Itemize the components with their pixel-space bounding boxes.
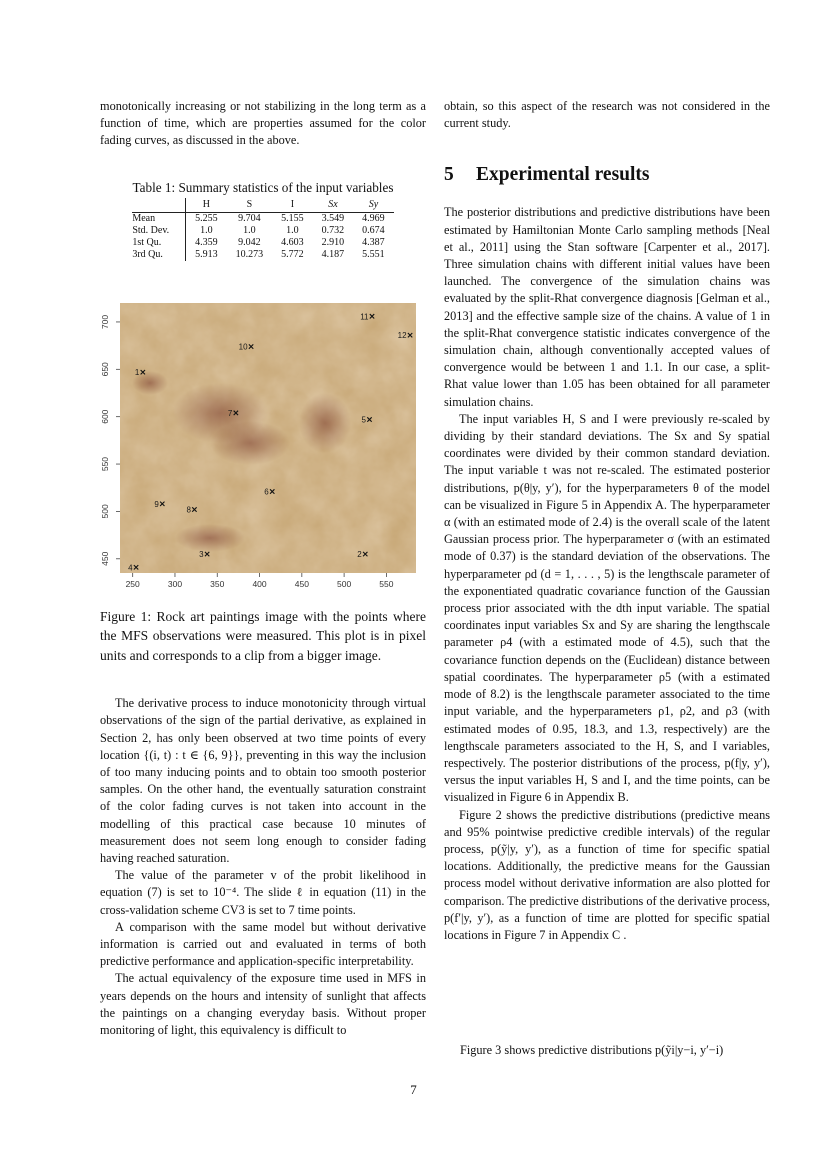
point-label: 1 <box>134 367 140 377</box>
table-cell: 3.549 <box>321 212 345 224</box>
right-paragraph-0: obtain, so this aspect of the research was not considered in the current study. <box>444 99 770 131</box>
right-paragraph-3: Figure 2 shows the predictive distributions (predictive means and 95% pointwise predictive credible intervals) of the regular process, p(ỹ|y, y′), as a function of time for specific spatial locations. Additionally, the predictive means for the Gaussian process model without derivative information are also plotted for comparison. The predictive distributions of the derivative process, p(f′|y, y′), as a function of time are plotted for specific spatial locations in Figure 7 in Appendix C . <box>444 807 770 942</box>
point-label: 5 <box>361 415 366 425</box>
y-tick-label: 700 <box>100 314 110 329</box>
sx-header: Sx <box>328 198 338 210</box>
table-cell: 4.187 <box>321 248 345 260</box>
x-tick-label: 250 <box>125 578 140 589</box>
table-cell: 5.913 <box>195 248 218 260</box>
x-tick-label: 300 <box>167 578 183 589</box>
section-number: 5 <box>444 164 454 186</box>
table-row <box>132 237 393 249</box>
point-label: 2 <box>357 549 362 559</box>
point-label: 4 <box>128 562 133 572</box>
table-cell: 0.674 <box>362 224 385 236</box>
y-tick-label: 650 <box>100 361 110 377</box>
table-cell: 4.359 <box>195 236 218 248</box>
plot-area <box>120 303 416 573</box>
point-label: 6 <box>264 487 269 497</box>
table-cell: 5.551 <box>362 248 385 260</box>
table-cell: 2.910 <box>321 236 345 248</box>
right-paragraph-2: The input variables H, S and I were previously re-scaled by dividing by their standard deviations. The Sx and Sy spatial coordinates were divided by their common standard deviation. The input variable t was not re-scaled. The estimated posterior distributions, p(θ|y, y′), for the hyperparameters θ of the model can be visualized in Figure 5 in Appendix A. The hyperparameter α (with an estimated mode of 2.4) is the overall scale of the latent Gaussian process prior. The hyperparameter σ (with an estimated mode of 0.37) is the standard deviation of the observations. The hyperparameter ρd (d = 1, . . . , 5) is the lengthscale parameter of the exponentiated quadratic covariance function of the Gaussian process prior associated with the dth input variable. The spatial coordinates input variables Sx and Sy are sharing the lengthscale parameter ρ4 (with a estimated mode of 4.5), such that the covariance function depends on the (Euclidean) distance between spatial coordinates. The hyperparameter ρ5 (with a estimated mode of 8.2) is the lengthscale parameter associated to the time input variable, and the hyperparameters ρ1, ρ2, and ρ3 (with estimated modes of 0.95, 18.3, and 1.3, respectively) are the lengthscale parameters associated to the H, S, and I variables, respectively. The posterior distributions of the process, p(f|y, y′), versus the input variables H, S and I, and the time points, can be visualized in Figure 6 in Appendix B. <box>444 411 770 805</box>
table-header-cell: S <box>227 198 273 213</box>
table-header-cell <box>313 198 354 213</box>
summary-statistics-table <box>132 198 393 261</box>
table-header-cell <box>353 198 394 213</box>
left-column <box>100 98 426 1039</box>
row-label: Std. Dev. <box>132 225 185 237</box>
table-cell: 4.603 <box>281 236 304 248</box>
row-label: Mean <box>132 212 185 225</box>
painting-residue <box>210 421 290 465</box>
table-cell: 1.0 <box>243 224 256 236</box>
point-label: 7 <box>227 408 233 418</box>
left-paragraph-2: The derivative process to induce monotonicity through virtual observations of the sign of the partial derivative, as explained in Section 2, has only been observed at two time points of every location {(i, t) : t ∈ {6, 9}}, preventing in this way the inclusion of too many inducing points and to obtain too smooth posterior samples. On the other hand, the eventually saturation constraint of the color fading curves is not taken into account in the modelling of this practical case because 10 minutes of measurement does not seem long enough to consider fading having reached saturation. <box>100 696 426 865</box>
section-title: Experimental results <box>476 164 650 186</box>
y-tick-label: 550 <box>100 456 110 471</box>
left-paragraph-4: A comparison with the same model but without derivative information is carried out and evaluated in terms of both predictive performance and application-specific interpretability. <box>100 919 426 969</box>
table-cell: 9.704 <box>238 212 261 224</box>
table-cell: 5.255 <box>195 212 218 224</box>
right-paragraph-1: The posterior distributions and predictive distributions have been estimated by Hamiltonian Monte Carlo sampling methods [Neal et al., 2011] using the Stan software [Carpenter et al., 2017]. Three simulation chains with different initial values have been launched. The convergence of the simulation chains was evaluated by the split-Rhat convergence diagnosis [Gelman et al., 2013] and the effective sample size of the chains. A value of 1 in the split-Rhat convergence statistic indicates convergence of the simulation chain, although conventionally accepted values of convergence would be between 1 and 1.1. In our case, a split-Rhat value lower than 1.05 has been obtained for all parameter simulation chains. <box>444 205 770 409</box>
table-cell: 5.155 <box>281 212 304 224</box>
point-label: 12 <box>397 330 407 340</box>
table-header-cell: I <box>272 198 313 213</box>
row-label: 1st Qu. <box>132 237 185 249</box>
left-paragraph-3: The value of the parameter v of the probit likelihood in equation (7) is set to 10⁻⁴. The slide ℓ in equation (11) in the cross-validation scheme CV3 is set to 7 time points. <box>100 868 426 917</box>
y-tick-label: 500 <box>100 503 110 519</box>
rock-art-figure <box>100 303 426 593</box>
x-tick-label: 500 <box>337 578 352 589</box>
table-header-cell <box>132 198 185 213</box>
x-tick-label: 400 <box>252 578 267 589</box>
y-tick-label: 450 <box>100 551 111 566</box>
x-tick-label: 350 <box>210 578 225 589</box>
row-label: 3rd Qu. <box>132 249 185 261</box>
point-label: 11 <box>360 311 369 321</box>
table-caption: Table 1: Summary statistics of the input variables <box>132 179 394 195</box>
painting-residue <box>175 524 245 552</box>
y-tick-label: 600 <box>100 409 110 424</box>
x-tick-label: 450 <box>294 578 309 589</box>
sy-header: Sy <box>368 198 379 210</box>
table-cell: 5.772 <box>281 248 304 260</box>
point-label: 3 <box>199 549 204 559</box>
table-cell: 9.042 <box>238 236 261 248</box>
section-heading <box>444 164 770 186</box>
x-tick-label: 550 <box>379 578 394 589</box>
point-label: 10 <box>238 342 248 352</box>
right-column <box>444 98 770 944</box>
painting-residue <box>299 393 351 453</box>
left-paragraph-1: monotonically increasing or not stabilizing in the long term as a function of time, which are properties assumed for the color fading curves, as discussed in the above. <box>100 99 426 148</box>
left-paragraph-5: The actual equivalency of the exposure time used in MFS in years depends on the hours and intensity of sunlight that affects the paintings on a changing everyday basis. Without proper monitoring of light, this equivalency is difficult to <box>100 971 426 1037</box>
table-cell: 1.0 <box>286 224 299 236</box>
table-header-row <box>132 198 393 213</box>
table-cell: 0.732 <box>321 224 345 236</box>
figure-caption: Figure 1: Rock art paintings image with the points where the MFS observations were measured. This plot is in pixel units and corresponds to a clip from a bigger image. <box>100 608 426 663</box>
point-label: 9 <box>154 499 159 509</box>
table-row <box>132 225 393 237</box>
right-paragraph-4: Figure 3 shows predictive distributions p(ỹi|y−i, y′−i) <box>460 1043 724 1057</box>
point-label: 8 <box>186 505 191 515</box>
table-header-cell: H <box>186 198 227 213</box>
page-number: 7 <box>410 1082 417 1097</box>
table-cell: 10.273 <box>235 248 264 260</box>
table-row <box>132 212 393 225</box>
table-cell: 4.387 <box>362 236 385 248</box>
table-row <box>132 249 393 261</box>
table-cell: 1.0 <box>200 224 213 236</box>
table-cell: 4.969 <box>362 212 385 224</box>
